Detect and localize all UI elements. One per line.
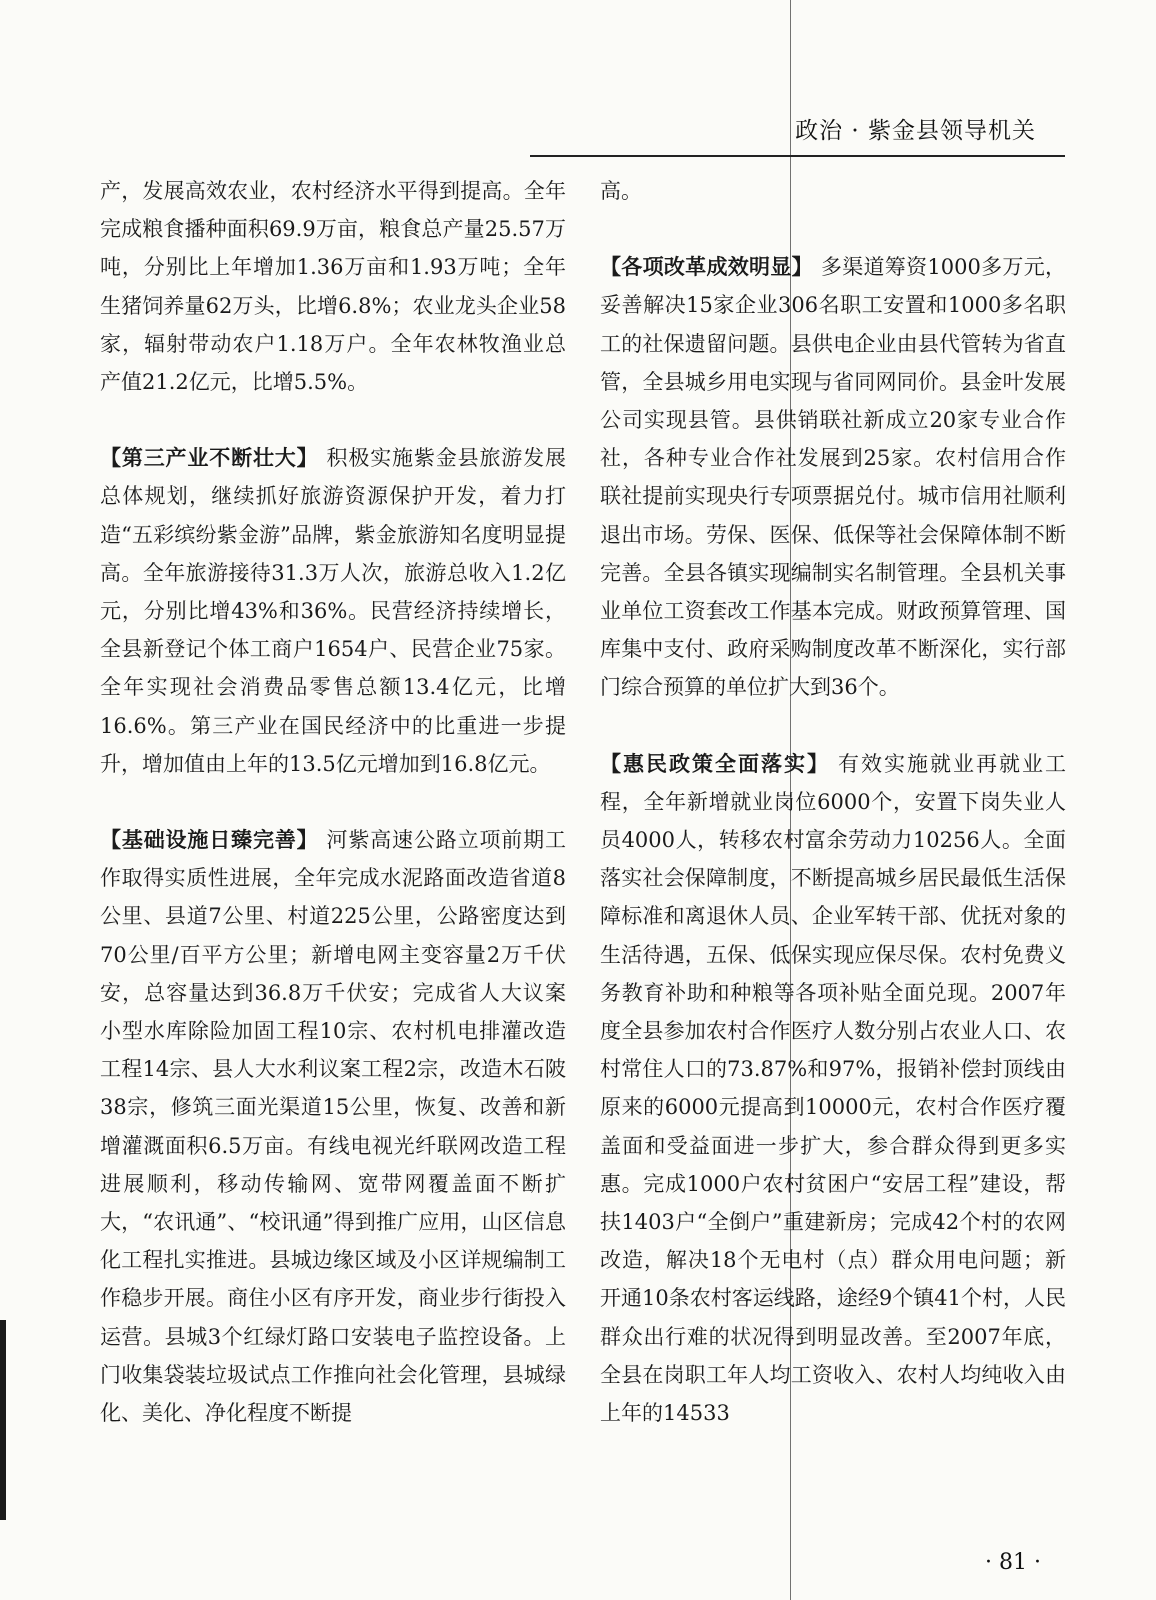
paragraph-text: 高。 <box>600 179 642 203</box>
section-infrastructure <box>100 821 566 1432</box>
scan-edge-mark <box>0 1320 6 1520</box>
section-text: 河紫高速公路立项前期工作取得实质性进展，全年完成水泥路面改造省道8公里、县道7公里、村道225公里，公路密度达到70公里/百平方公里；新增电网主变容量2万千伏安，总容量达到36.8万千伏安；完成省人大议案小型水库除险加固工程10宗、农村机电排灌改造工程14宗、县人大水利议案工程2宗，改造木石陂38宗，修筑三面光渠道15公里，恢复、改善和新增灌溉面积6.5万亩。有线电视光纤联网改造工程进展顺利，移动传输网、宽带网覆盖面不断扩大，“农讯通”、“校讯通”得到推广应用，山区信息化工程扎实推进。县城边缘区域及小区详规编制工作稳步开展。商住小区有序开发，商业步行街投入运营。县城3个红绿灯路口安装电子监控设备。上门收集袋装垃圾试点工作推向社会化管理，县城绿化、美化、净化程度不断提 <box>100 828 566 1426</box>
section-heading: 【惠民政策全面落实】 <box>600 750 830 776</box>
paragraph-text: 产，发展高效农业，农村经济水平得到提高。全年完成粮食播种面积69.9万亩，粮食总产量25.57万吨，分别比上年增加1.36万亩和1.93万吨；全年生猪饲养量62万头，比增6.8%；农业龙头企业58家，辐射带动农户1.18万户。全年农林牧渔业总产值21.2亿元，比增5.5%。 <box>100 179 566 395</box>
paragraph-gap <box>100 401 566 439</box>
section-welfare-policies <box>600 745 1066 1433</box>
section-tertiary-industry <box>100 439 566 783</box>
section-heading: 【基础设施日臻完善】 <box>100 827 319 853</box>
right-column <box>600 172 1066 1432</box>
section-text: 多渠道筹资1000多万元，妥善解决15家企业306名职工安置和1000多名职工的社保遗留问题。县供电企业由县代管转为省直管，全县城乡用电实现与省同网同价。县金叶发展公司实现县管。县供销联社新成立20家专业合作社，各种专业合作社发展到25家。农村信用合作联社提前实现央行专项票据兑付。城市信用社顺利退出市场。劳保、医保、低保等社会保障体制不断完善。全县各镇实现编制实名制管理。全县机关事业单位工资套改工作基本完成。财政预算管理、国库集中支付、政府采购制度改革不断深化，实行部门综合预算的单位扩大到36个。 <box>600 255 1066 700</box>
paragraph-continuation <box>600 172 1066 210</box>
paragraph-gap <box>600 707 1066 745</box>
paragraph-gap <box>100 783 566 821</box>
left-column <box>100 172 566 1432</box>
section-heading: 【各项改革成效明显】 <box>600 254 813 280</box>
paragraph-agriculture <box>100 172 566 401</box>
section-heading: 【第三产业不断壮大】 <box>100 445 319 471</box>
running-header: 政治 · 紫金县领导机关 <box>795 118 1036 144</box>
paragraph-gap <box>600 210 1066 248</box>
header-rule <box>530 155 1065 157</box>
section-text: 积极实施紫金县旅游发展总体规划，继续抓好旅游资源保护开发，着力打造“五彩缤纷紫金游”品牌，紫金旅游知名度明显提高。全年旅游接待31.3万人次，旅游总收入1.2亿元，分别比增43%和36%。民营经济持续增长，全县新登记个体工商户1654户、民营企业75家。全年实现社会消费品零售总额13.4亿元，比增16.6%。第三产业在国民经济中的比重进一步提升，增加值由上年的13.5亿元增加到16.8亿元。 <box>100 446 566 776</box>
section-reforms <box>600 248 1066 706</box>
section-text: 有效实施就业再就业工程，全年新增就业岗位6000个，安置下岗失业人员4000人，转移农村富余劳动力10256人。全面落实社会保障制度，不断提高城乡居民最低生活保障标准和离退休人员、企业军转干部、优抚对象的生活待遇，五保、低保实现应保尽保。农村免费义务教育补助和种粮等各项补贴全面兑现。2007年度全县参加农村合作医疗人数分别占农业人口、农村常住人口的73.87%和97%，报销补偿封顶线由原来的6000元提高到10000元，农村合作医疗覆盖面和受益面进一步扩大，参合群众得到更多实惠。完成1000户农村贫困户“安居工程”建设，帮扶1403户“全倒户”重建新房；完成42个村的农网改造，解决18个无电村（点）群众用电问题；新开通10条农村客运线路，途经9个镇41个村，人民群众出行难的状况得到明显改善。至2007年底，全县在岗职工年人均工资收入、农村人均纯收入由上年的14533 <box>600 751 1066 1426</box>
page-number: · 81 · <box>985 1550 1041 1575</box>
